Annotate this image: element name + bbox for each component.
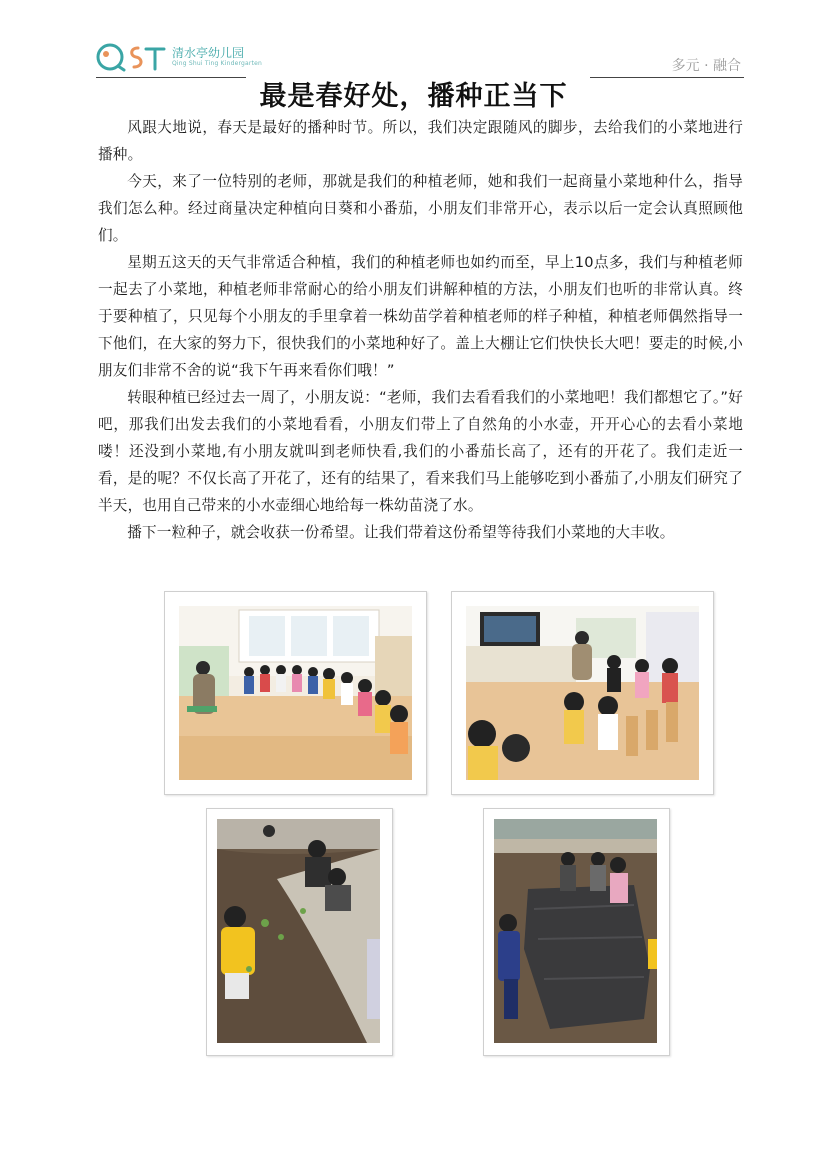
- photo-classroom-circle: [164, 591, 427, 795]
- kindergarten-logo: [96, 40, 263, 74]
- paragraph: 今天，来了一位特别的老师，那就是我们的种植老师，她和我们一起商量小菜地种什么，指导我们怎么种。经过商量决定种植向日葵和小番茄，小朋友们非常开心，表示以后一定会认真照顾他们。: [98, 173, 743, 244]
- article-body: [98, 114, 743, 546]
- photo-garden-planting: [206, 808, 393, 1056]
- page-header: [0, 0, 827, 80]
- logo-name: 清水亭幼儿园: [172, 46, 245, 60]
- paragraph: 播下一粒种子，就会收获一份希望。让我们带着这份希望等待我们小菜地的大丰收。: [127, 524, 675, 541]
- garden-planting-photo-image: [217, 819, 380, 1043]
- article-title: 最是春好处，播种正当下: [259, 81, 568, 112]
- paragraph: 风跟大地说，春天是最好的播种时节。所以，我们决定跟随风的脚步，去给我们的小菜地进行播种。: [98, 119, 743, 163]
- logo-mark-icon: [96, 40, 166, 74]
- classroom-tv-photo-image: [466, 606, 699, 780]
- classroom-photo-image: [179, 606, 412, 780]
- photo-classroom-tv: [451, 591, 714, 795]
- paragraph: 星期五这天的天气非常适合种植，我们的种植老师也如约而至，早上10点多，我们与种植老师一起去了小菜地，种植老师非常耐心的给小朋友们讲解种植的方法，小朋友们也听的非常认真。终于要种植了，只见每个小朋友的手里拿着一株幼苗学着种植老师的样子种植，种植老师偶然指导一下他们，在大家的努力下，很快我们的小菜地种好了。盖上大棚让它们快快长大吧！要走的时候,小朋友们非常不舍的说“我下午再来看你们哦！”: [98, 254, 743, 379]
- greenhouse-cover-photo-image: [494, 819, 657, 1043]
- paragraph: 转眼种植已经过去一周了，小朋友说：“老师，我们去看看我们的小菜地吧！我们都想它了。”好吧，那我们出发去我们的小菜地看看，小朋友们带上了自然角的小水壶，开开心心的去看小菜地喽！还没到小菜地,有小朋友就叫到老师快看,我们的小番茄长高了，还有的开花了。我们走近一看，是的呢？不仅长高了开花了，还有的结果了，看来我们马上能够吃到小番茄了,小朋友们研究了半天，也用自己带来的小水壶细心地给每一株幼苗浇了水。: [98, 389, 743, 514]
- logo-subtitle: Qing Shui Ting Kindergarten: [172, 60, 263, 67]
- photo-greenhouse-cover: [483, 808, 670, 1056]
- header-tagline: 多元 · 融合: [671, 58, 741, 74]
